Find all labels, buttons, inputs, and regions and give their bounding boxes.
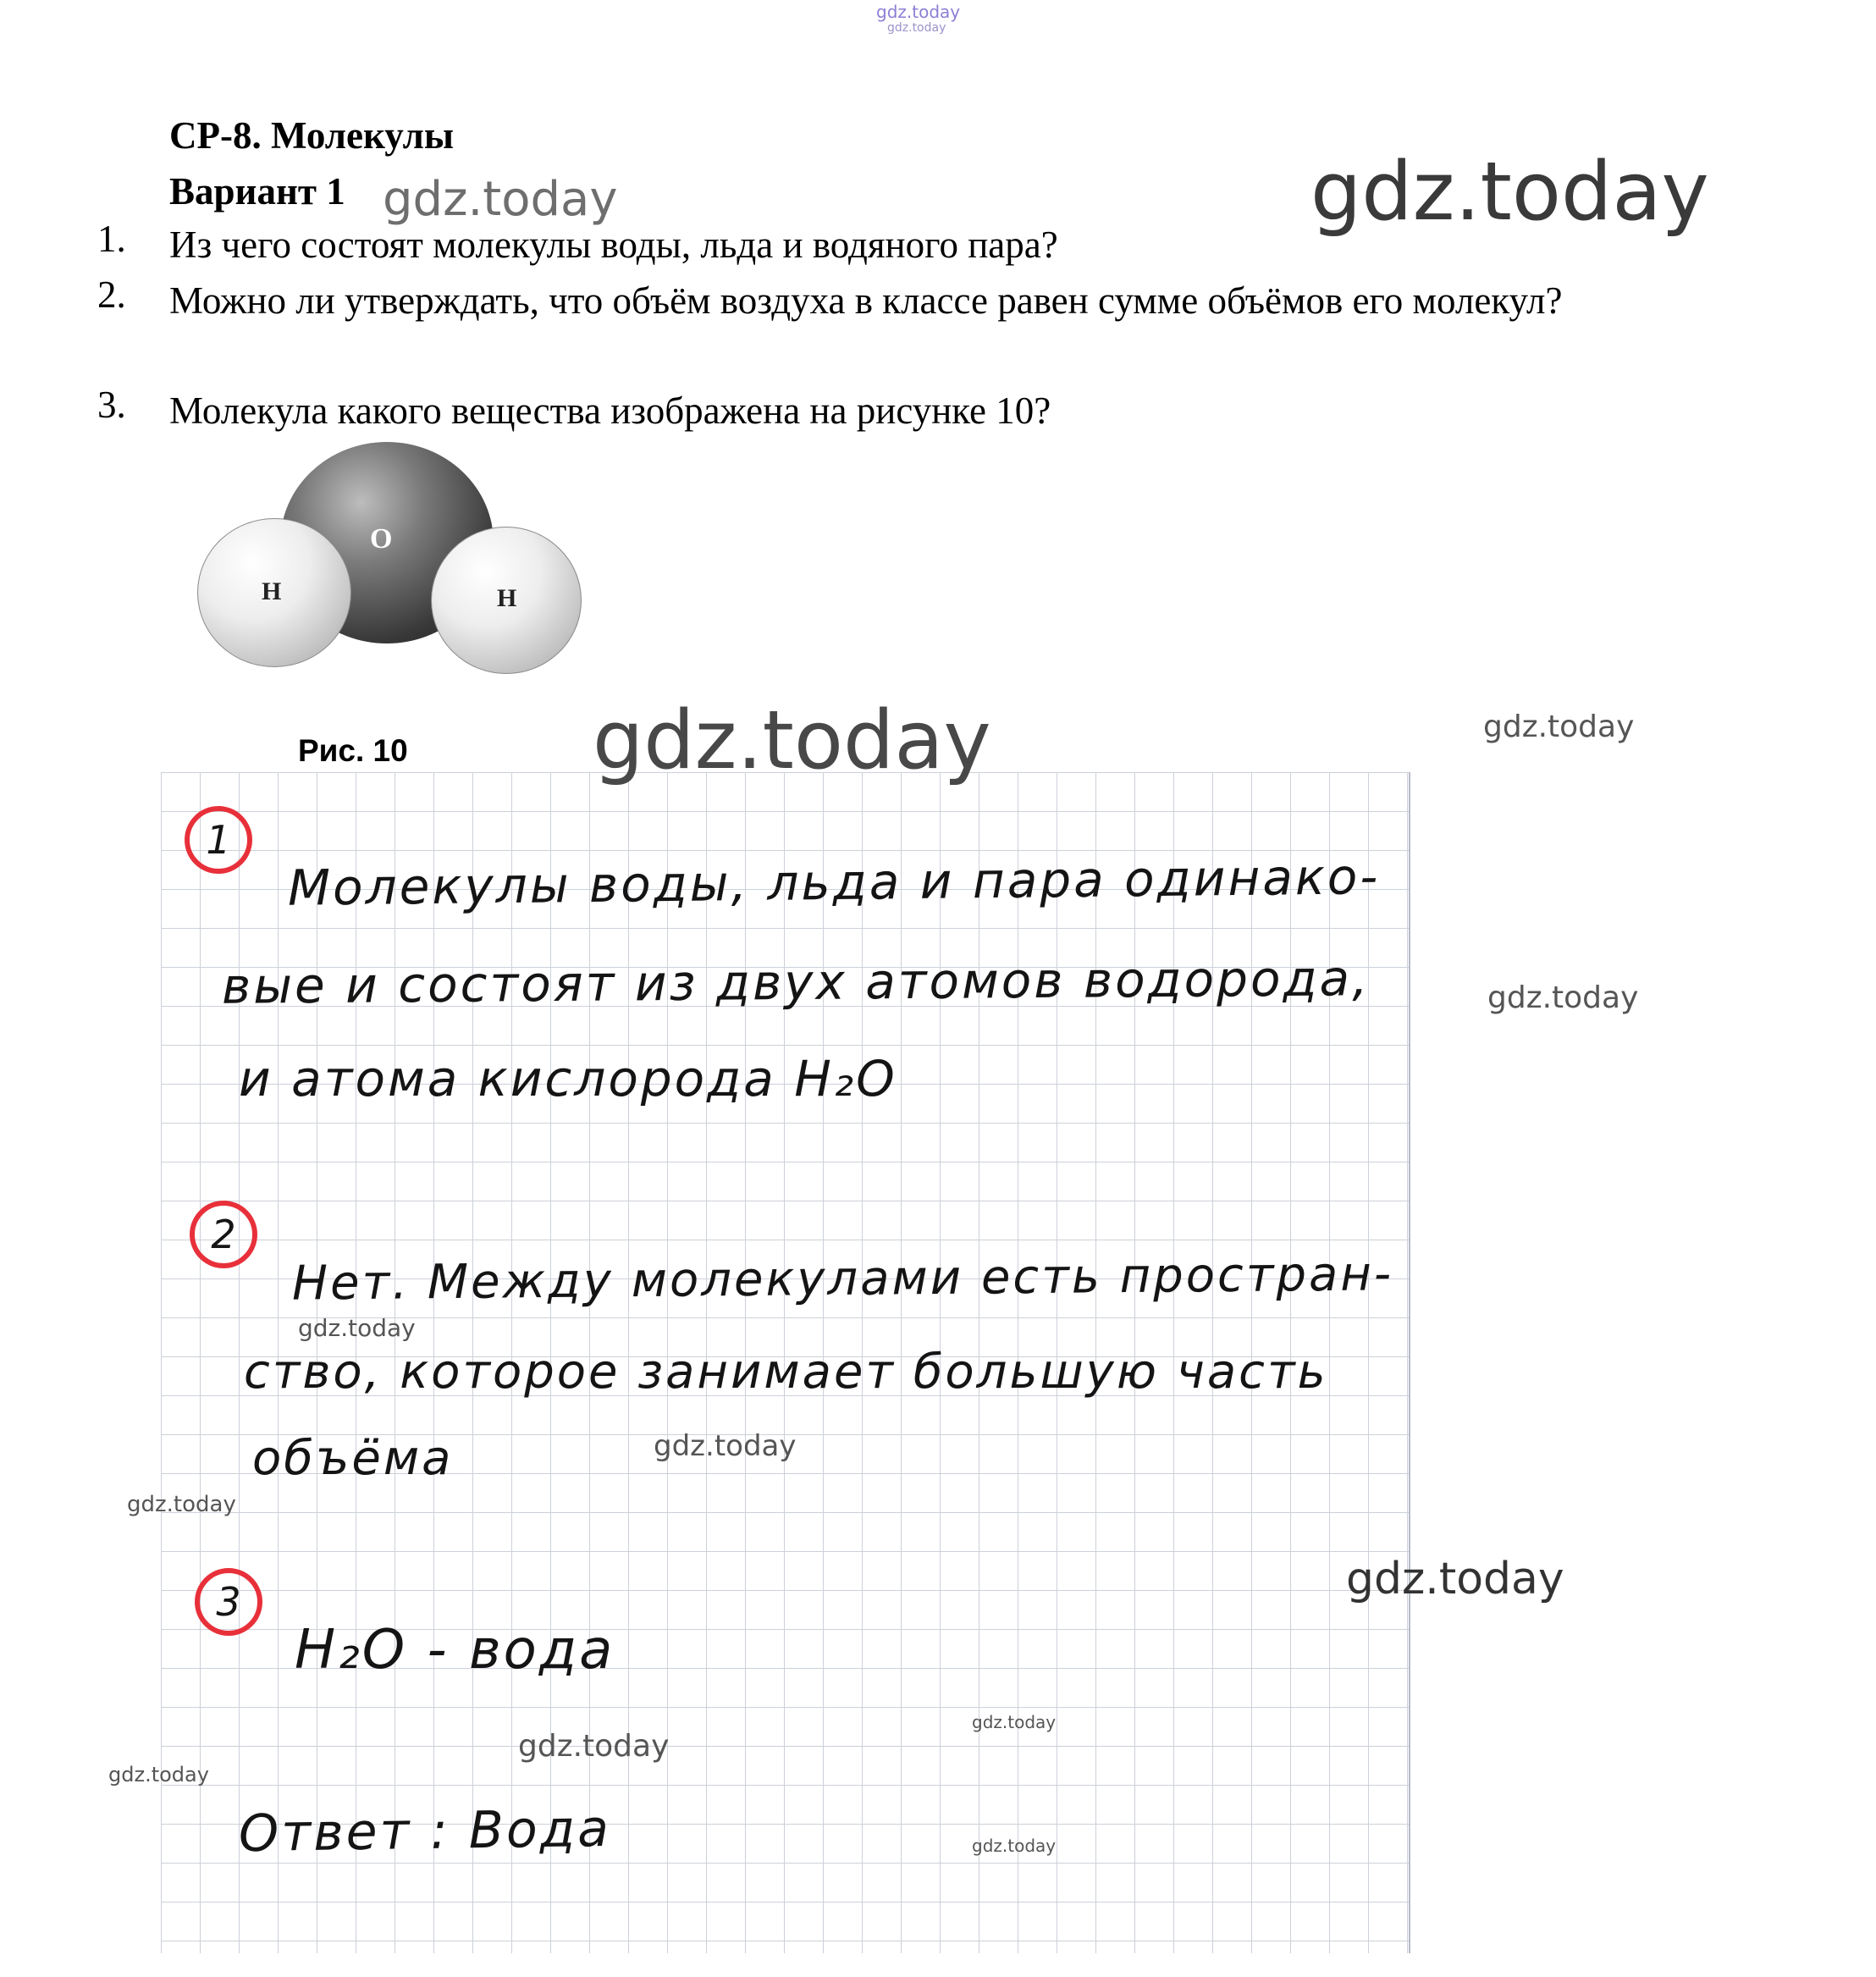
question-item-2	[97, 273, 1769, 329]
answer-2-line-1: Нет. Между молекулами есть простран-	[291, 1246, 1394, 1312]
answer-1-line-1: Молекулы воды, льда и пара одинако-	[287, 848, 1381, 917]
watermark-right-2: gdz.today	[1487, 980, 1639, 1015]
question-text: Молекула какого вещества изображена на рисунке 10?	[169, 389, 1051, 432]
answer-2-number: 2	[211, 1212, 236, 1257]
answer-2-line-2: ство, которое занимает большую часть	[244, 1345, 1328, 1400]
question-number: 1.	[97, 218, 126, 260]
figure-caption: Рис. 10	[298, 733, 408, 768]
hydrogen-left-label: H	[262, 577, 282, 605]
watermark-top-secondary: gdz.today	[887, 21, 946, 35]
answer-1-number: 1	[206, 817, 231, 863]
question-number: 3.	[97, 384, 126, 426]
watermark-bottom-small-1: gdz.today	[518, 1729, 670, 1764]
watermark-bottom-tiny-2: gdz.today	[972, 1836, 1057, 1856]
answer-1-line-3: и атома кислорода H₂O	[239, 1050, 897, 1107]
question-text: Можно ли утверждать, что объём воздуха в классе равен сумме объёмов его молекул?	[169, 279, 1563, 322]
answer-1-marker	[185, 806, 252, 874]
worksheet-title: СР-8. Молекулы	[169, 114, 455, 157]
watermark-left-small-1: gdz.today	[127, 1492, 236, 1517]
watermark-mid-small-2: gdz.today	[654, 1429, 797, 1463]
variant-label: Вариант 1	[169, 170, 345, 213]
watermark-right-large-lower: gdz.today	[1346, 1554, 1564, 1604]
watermark-center-large: gdz.today	[593, 694, 991, 787]
question-text: Из чего состоят молекулы воды, льда и водяного пара?	[169, 224, 1058, 266]
watermark-mid-small-1: gdz.today	[298, 1314, 416, 1342]
answer-1-line-2: вые и состоят из двух атомов водорода,	[221, 949, 1371, 1015]
watermark-top-primary: gdz.today	[876, 2, 961, 22]
answer-3-number: 3	[216, 1579, 241, 1625]
answer-3-final: Ответ : Вода	[238, 1798, 612, 1864]
answer-3-marker	[195, 1568, 262, 1636]
question-number: 2.	[97, 273, 126, 316]
hydrogen-right-label: H	[497, 584, 517, 612]
watermark-header-inline: gdz.today	[383, 172, 618, 227]
answer-3-line-1: H₂O - вода	[295, 1619, 615, 1682]
oxygen-label: O	[370, 523, 393, 555]
question-item-1	[97, 217, 1769, 273]
answer-2-marker	[190, 1201, 257, 1268]
water-molecule-figure	[190, 440, 588, 720]
answer-2-line-3: объёма	[252, 1431, 454, 1486]
question-item-3	[97, 383, 1769, 439]
watermark-bottom-tiny-1: gdz.today	[972, 1712, 1057, 1732]
watermark-right-1: gdz.today	[1483, 710, 1635, 744]
watermark-header-right: gdz.today	[1310, 146, 1709, 239]
watermark-bottom-left-small: gdz.today	[108, 1763, 209, 1786]
